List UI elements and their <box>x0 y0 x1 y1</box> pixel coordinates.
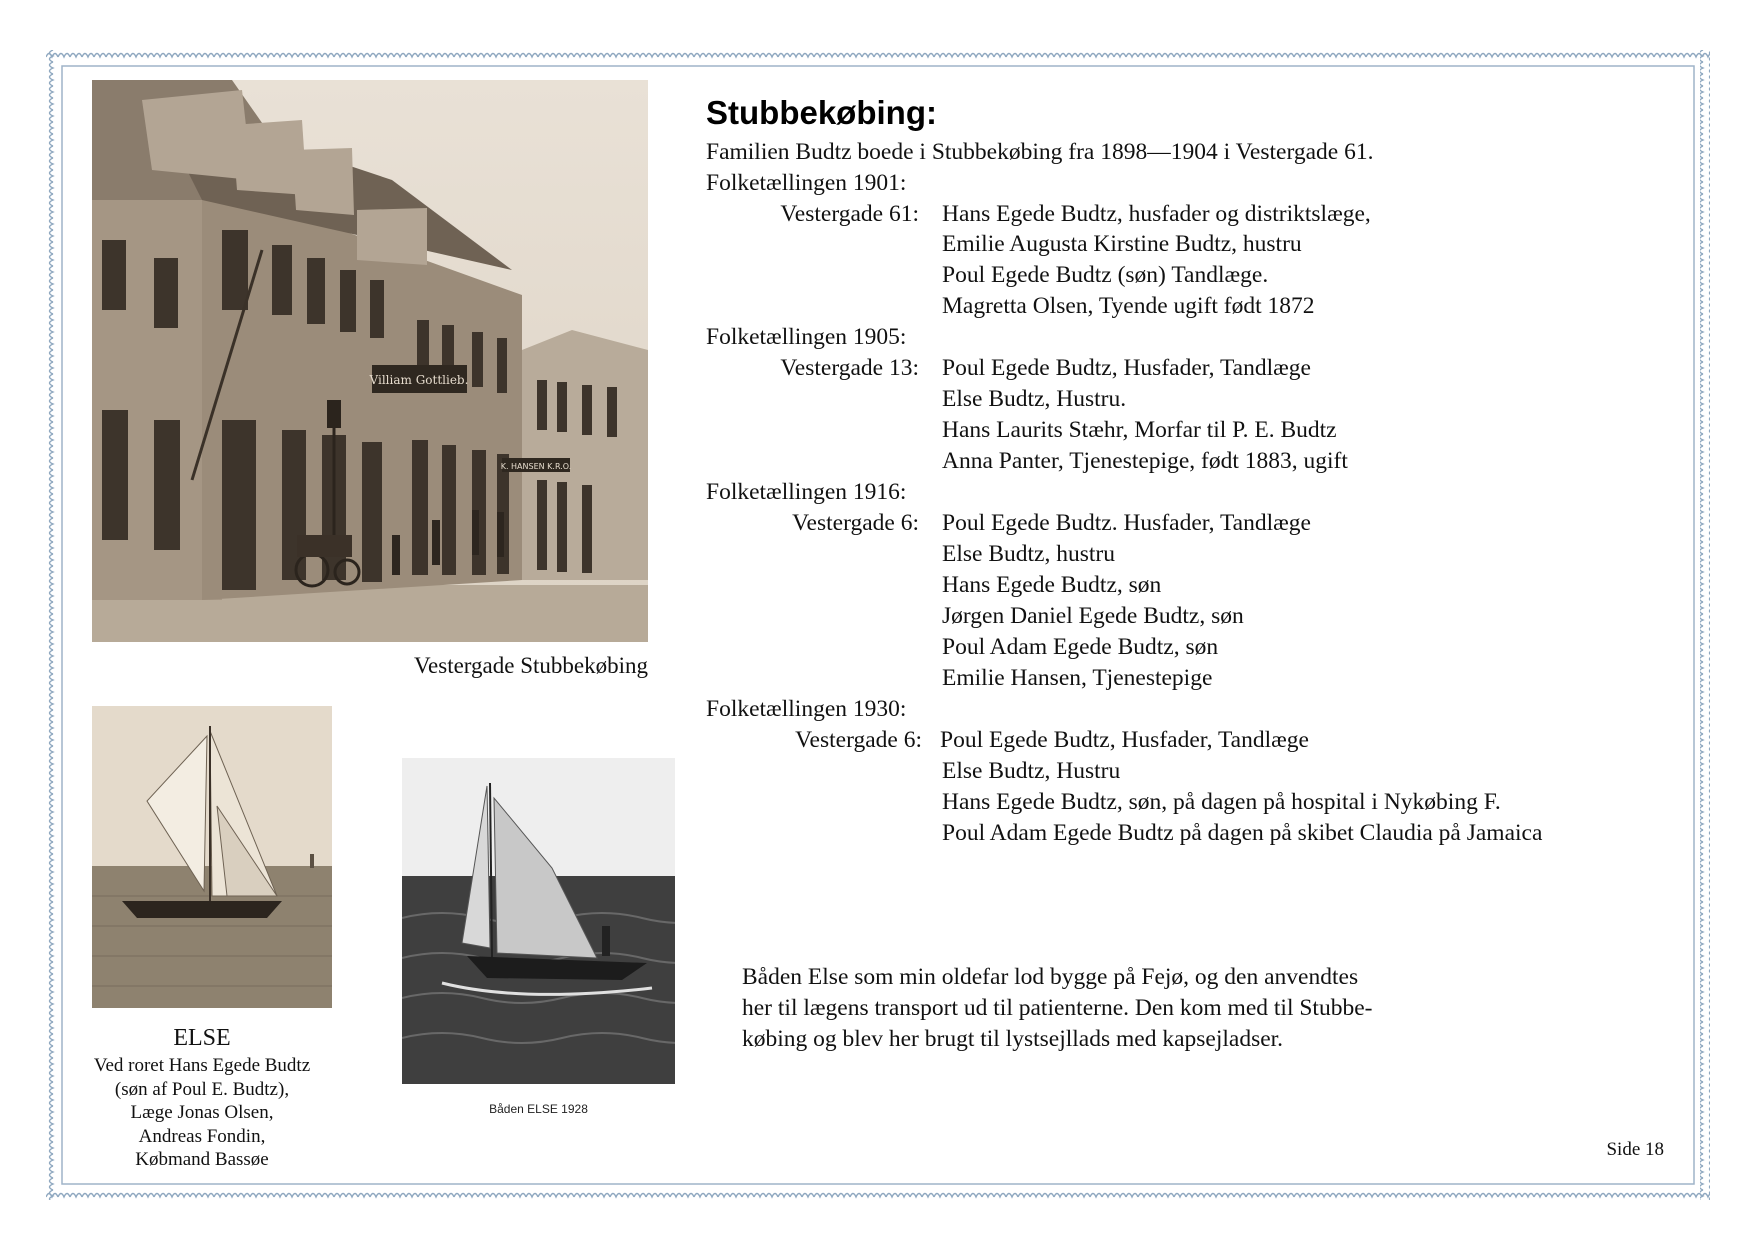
census-person: Hans Egede Budtz, søn <box>942 572 1162 598</box>
census-person: Poul Adam Egede Budtz, søn <box>942 634 1219 660</box>
census-person: Else Budtz, hustru <box>942 541 1115 567</box>
census-person: Emilie Hansen, Tjenestepige <box>942 665 1213 691</box>
page-number: Side 18 <box>1606 1139 1664 1160</box>
else-caption-line: Købmand Bassøe <box>135 1149 269 1170</box>
else-sailboat-photo <box>92 706 332 1008</box>
boat-paragraph-line: købing og blev her brugt til lystsejllads med kapsejladser. <box>742 1026 1284 1052</box>
else-caption-line: (søn af Poul E. Budtz), <box>114 1078 290 1100</box>
census-person: Else Budtz, Hustru. <box>942 386 1127 412</box>
census-heading-1916: Folketællingen 1916: <box>706 479 907 505</box>
census-address-1905: Vestergade 13: <box>780 355 919 381</box>
intro-text: Familien Budtz boede i Stubbekøbing fra 1898—1904 i Vestergade 61. <box>706 139 1374 165</box>
page-title: Stubbekøbing: <box>706 94 937 131</box>
street-sign-2: K. HANSEN K.R.O. <box>500 462 572 471</box>
census-person: Emilie Augusta Kirstine Budtz, hustru <box>942 231 1302 257</box>
census-heading-1905: Folketællingen 1905: <box>706 324 907 350</box>
street-photo-caption: Vestergade Stubbekøbing <box>413 653 648 678</box>
census-heading-1901: Folketællingen 1901: <box>706 170 907 196</box>
census-person: Jørgen Daniel Egede Budtz, søn <box>942 603 1244 629</box>
census-address-1916: Vestergade 6: <box>792 510 919 536</box>
else-caption-line: Læge Jonas Olsen, <box>130 1102 274 1123</box>
census-person: Poul Adam Egede Budtz på dagen på skibet Claudia på Jamaica <box>942 820 1543 846</box>
else-title: ELSE <box>173 1025 231 1051</box>
census-person: Anna Panter, Tjenestepige, født 1883, ugift <box>942 448 1348 474</box>
else-caption-line: Ved roret Hans Egede Budtz <box>93 1055 311 1076</box>
census-person: Hans Egede Budtz, søn, på dagen på hospital i Nykøbing F. <box>942 789 1501 815</box>
census-address-1901: Vestergade 61: <box>780 201 919 227</box>
census-person: Else Budtz, Hustru <box>942 758 1121 784</box>
else-caption-line: Andreas Fondin, <box>138 1125 266 1147</box>
boat-1928-photo <box>402 758 675 1084</box>
census-person: Poul Egede Budtz, Husfader, Tandlæge <box>940 727 1309 753</box>
street-sign-1: Villiam Gottlieb. <box>369 373 469 387</box>
boat-paragraph-line: Båden Else som min oldefar lod bygge på Fejø, og den anvendtes <box>742 964 1359 990</box>
census-person: Poul Egede Budtz (søn) Tandlæge. <box>942 262 1269 288</box>
boat-paragraph-line: her til lægens transport ud til patienterne. Den kom med til Stubbe- <box>742 995 1373 1021</box>
street-photo <box>92 80 648 642</box>
boat-paragraph <box>742 962 1372 1055</box>
census-person: Magretta Olsen, Tyende ugift født 1872 <box>942 293 1315 319</box>
census-person: Poul Egede Budtz. Husfader, Tandlæge <box>942 510 1311 536</box>
else-caption <box>70 1054 334 1172</box>
census-person: Poul Egede Budtz, Husfader, Tandlæge <box>942 355 1311 381</box>
census-person: Hans Laurits Stæhr, Morfar til P. E. Budtz <box>942 417 1337 443</box>
census-address-1930: Vestergade 6: <box>795 727 922 753</box>
census-heading-1930: Folketællingen 1930: <box>706 696 907 722</box>
boat-1928-caption: Båden ELSE 1928 <box>489 1102 588 1116</box>
census-person: Hans Egede Budtz, husfader og distriktslæge, <box>942 201 1371 227</box>
